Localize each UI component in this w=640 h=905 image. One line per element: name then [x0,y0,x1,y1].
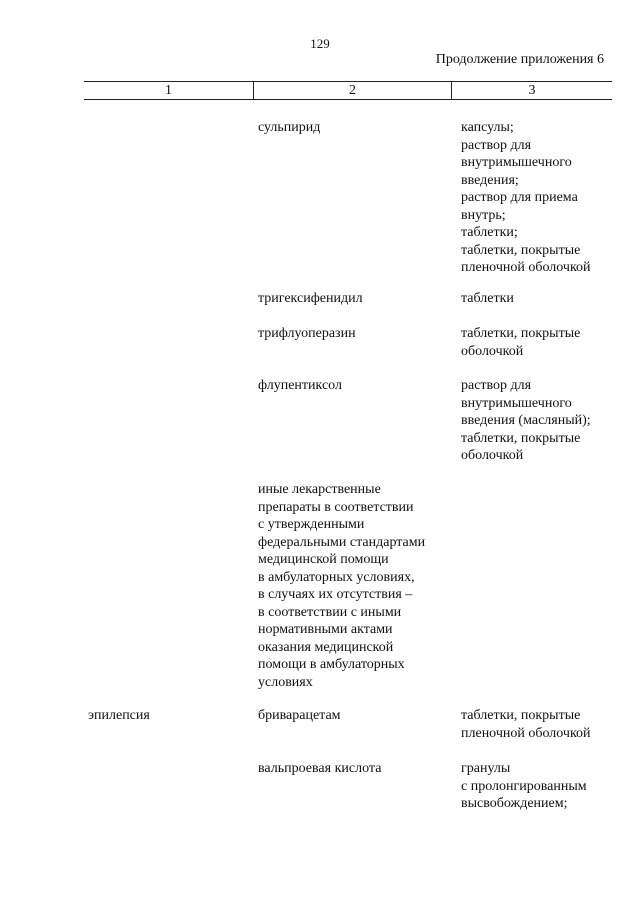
dosage-forms: таблетки [461,291,514,306]
column-header-3: 3 [528,83,536,98]
dosage-forms: гранулы с пролонгированным высвобождением; [461,761,587,811]
dosage-forms: раствор для внутримышечного введения (масляный); таблетки, покрытые оболочкой [461,378,591,463]
table-header-bottom-rule [84,99,612,100]
drug-name: флупентиксол [258,378,342,393]
drug-name: трифлуоперазин [258,326,356,341]
disease-name: эпилепсия [88,708,150,723]
drug-name: тригексифенидил [258,291,363,306]
drug-name: сульпирид [258,120,321,135]
dosage-forms: капсулы; раствор для внутримышечного введения; раствор для приема внутрь; таблетки; таблетки, покрытые пленочной оболочкой [461,120,591,275]
page-number: 129 [310,36,330,51]
dosage-forms: таблетки, покрытые оболочкой [461,326,581,359]
dosage-forms: таблетки, покрытые пленочной оболочкой [461,708,591,741]
column-header-1: 1 [165,83,172,98]
drug-name: вальпроевая кислота [258,761,382,776]
drug-name: иные лекарственные препараты в соответствии с утвержденными федеральными стандартами медицинской помощи в амбулаторных условиях, в случаях их отсутствия – в соответствии с иными нормативными актами оказания медицинской помощи в амбулаторных условиях [258,482,426,690]
continuation-label: Продолжение приложения 6 [435,52,604,67]
column-header-2: 2 [349,83,356,98]
table-header-top-rule [84,81,612,82]
drug-name: бриварацетам [258,708,341,723]
